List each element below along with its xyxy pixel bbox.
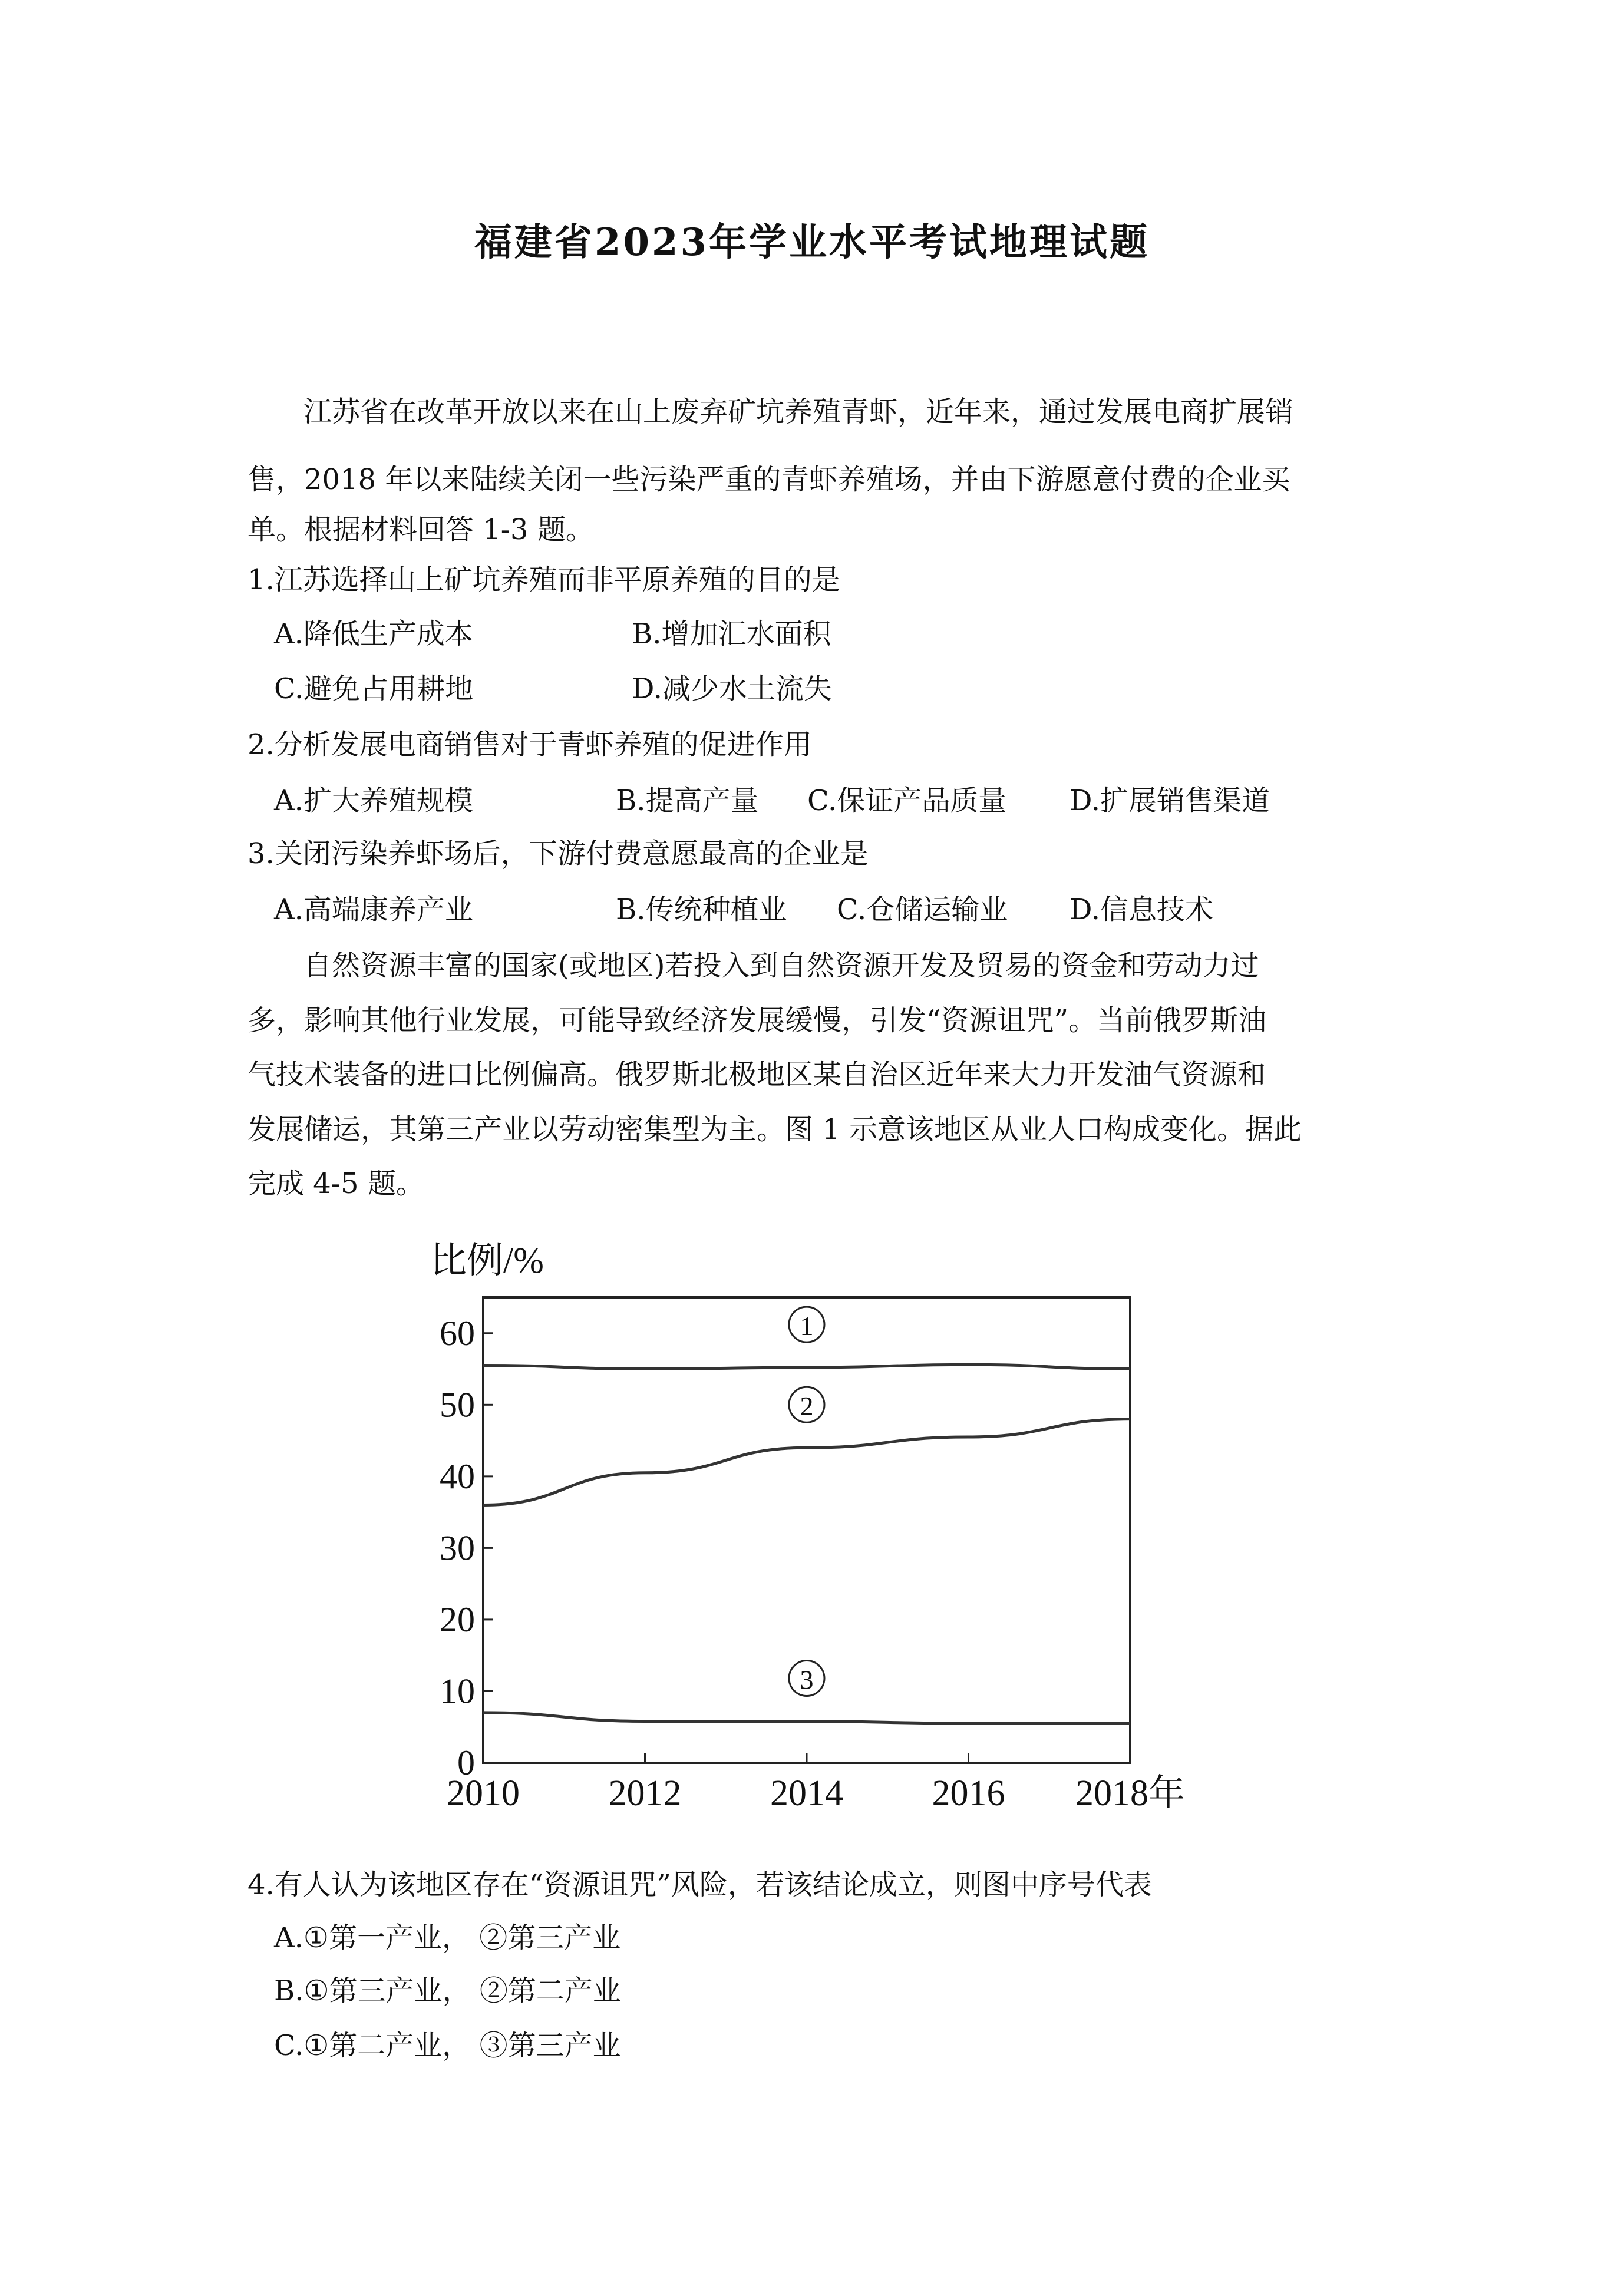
y-tick-label-3: 30 xyxy=(440,1528,475,1568)
question-3-option-d: D.信息技术 xyxy=(1070,893,1214,926)
question-1-option-c: C.避免占用耕地 xyxy=(274,672,474,705)
y-tick-label-4: 40 xyxy=(440,1456,475,1496)
x-tick-label-4: 2018年 xyxy=(1075,1773,1186,1813)
question-3-option-b: B.传统种植业 xyxy=(616,893,787,926)
question-4-option-c: C.①第二产业， ③第三产业 xyxy=(274,2029,621,2062)
y-tick-label-0: 0 xyxy=(457,1743,475,1782)
passage1-line-3: 单。根据材料回答 1-3 题。 xyxy=(247,513,594,546)
passage2-line-5: 完成 4-5 题。 xyxy=(247,1167,424,1200)
y-tick-label-6: 60 xyxy=(440,1313,475,1353)
series-line-1 xyxy=(483,1365,1130,1369)
x-tick-label-2: 2014 xyxy=(770,1773,843,1813)
series-label-1: 1 xyxy=(800,1311,814,1342)
y-tick-label-2: 20 xyxy=(440,1600,475,1639)
question-4-option-b: B.①第三产业， ②第二产业 xyxy=(274,1974,621,2007)
series-label-2: 2 xyxy=(800,1391,814,1422)
passage2-line-2: 多，影响其他行业发展，可能导致经济发展缓慢，引发“资源诅咒”。当前俄罗斯油 xyxy=(247,1004,1267,1037)
chart-y-axis-label: 比例/% xyxy=(430,1241,544,1281)
question-1-option-d: D.减少水土流失 xyxy=(632,672,833,705)
question-4-stem: 4.有人认为该地区存在“资源诅咒”风险，若该结论成立，则图中序号代表 xyxy=(247,1868,1152,1901)
x-tick-label-1: 2012 xyxy=(608,1773,682,1813)
x-tick-label-3: 2016 xyxy=(932,1773,1005,1813)
question-1-stem: 1.江苏选择山上矿坑养殖而非平原养殖的目的是 xyxy=(247,563,840,596)
series-line-3 xyxy=(483,1713,1130,1723)
y-tick-label-5: 50 xyxy=(440,1385,475,1425)
passage2-line-4: 发展储运，其第三产业以劳动密集型为主。图 1 示意该地区从业人口构成变化。据此 xyxy=(247,1113,1302,1146)
page-title: 福建省2023年学业水平考试地理试题 xyxy=(474,220,1150,265)
question-2-option-a: A.扩大养殖规模 xyxy=(274,784,473,817)
industry-employment-chart xyxy=(407,1225,1232,1838)
y-tick-label-1: 10 xyxy=(440,1671,475,1711)
passage2-line-1: 自然资源丰富的国家(或地区)若投入到自然资源开发及贸易的资金和劳动力过 xyxy=(303,949,1259,982)
question-4-option-a: A.①第一产业， ②第三产业 xyxy=(274,1921,621,1954)
question-2-option-b: B.提高产量 xyxy=(616,784,759,817)
question-3-stem: 3.关闭污染养虾场后，下游付费意愿最高的企业是 xyxy=(247,837,869,870)
passage2-line-3: 气技术装备的进口比例偏高。俄罗斯北极地区某自治区近年来大力开发油气资源和 xyxy=(247,1058,1266,1091)
question-1-option-a: A.降低生产成本 xyxy=(274,617,473,650)
passage1-line-1: 江苏省在改革开放以来在山上废弃矿坑养殖青虾，近年来，通过发展电商扩展销 xyxy=(303,395,1294,428)
question-2-option-c: C.保证产品质量 xyxy=(807,784,1007,817)
question-2-stem: 2.分析发展电商销售对于青虾养殖的促进作用 xyxy=(247,728,812,761)
series-label-3: 3 xyxy=(800,1664,814,1695)
passage1-line-2: 售，2018 年以来陆续关闭一些污染严重的青虾养殖场，并由下游愿意付费的企业买 xyxy=(247,463,1290,496)
x-tick-label-0: 2010 xyxy=(447,1773,520,1813)
question-2-option-d: D.扩展销售渠道 xyxy=(1070,784,1270,817)
question-1-option-b: B.增加汇水面积 xyxy=(632,617,831,650)
question-3-option-a: A.高端康养产业 xyxy=(274,893,473,926)
series-line-2 xyxy=(483,1419,1130,1505)
question-3-option-c: C.仓储运输业 xyxy=(837,893,1008,926)
